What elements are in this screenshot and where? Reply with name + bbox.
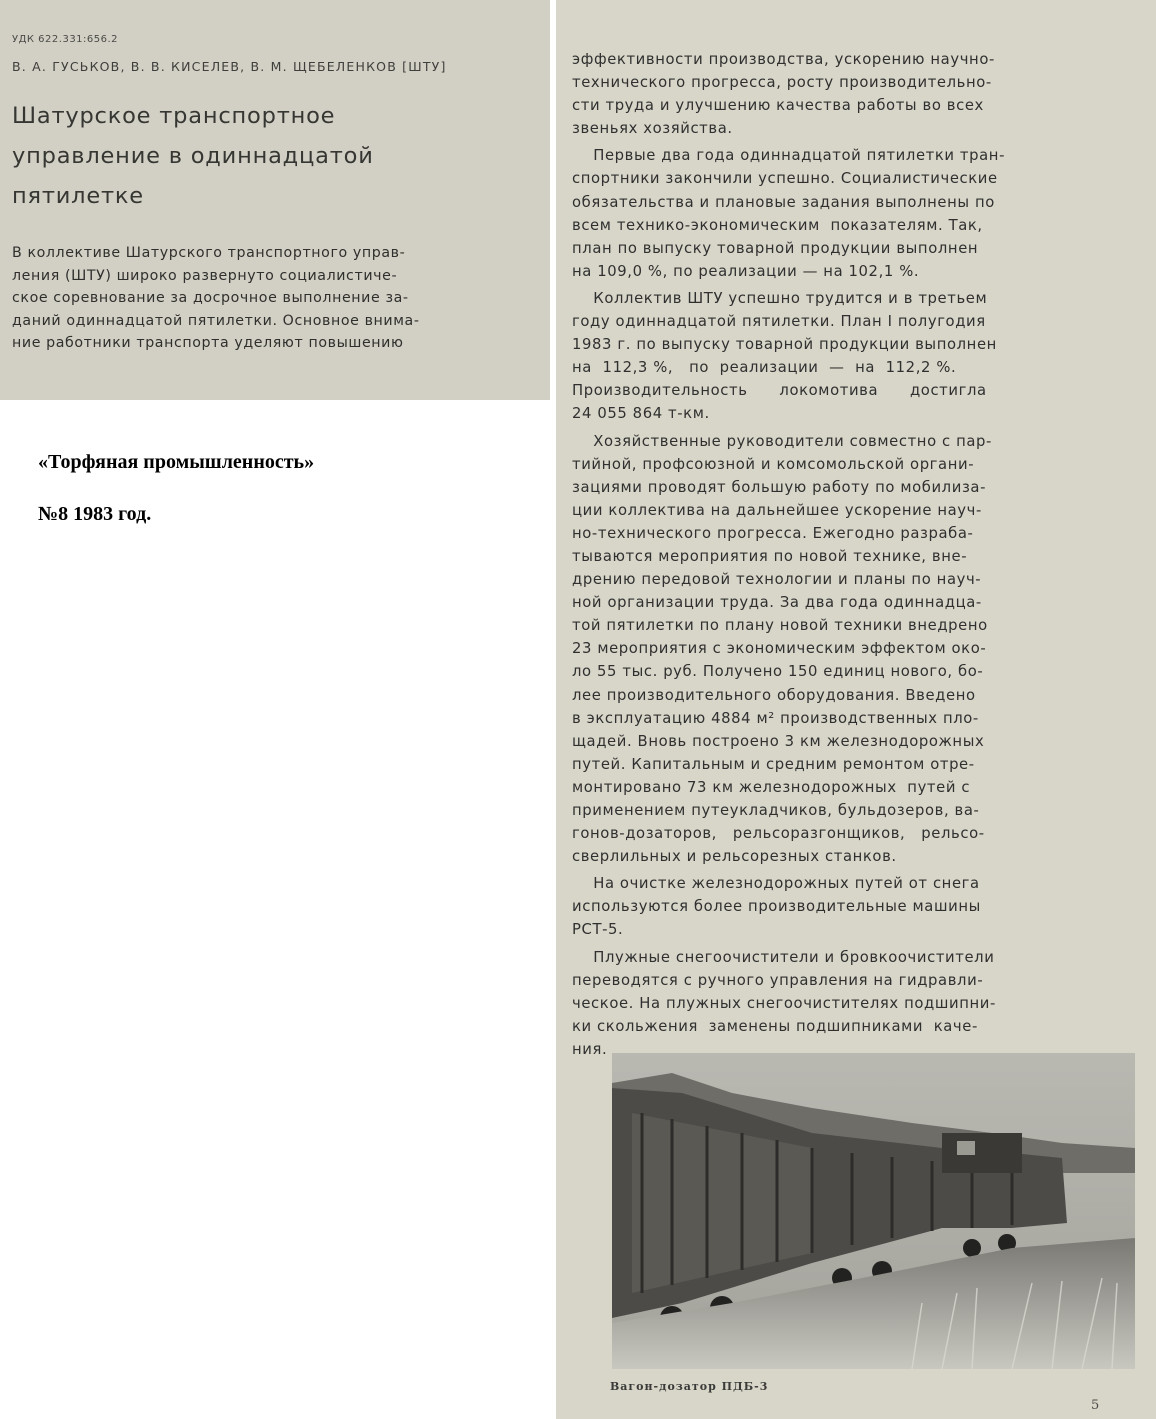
article-page-scan [556,0,1156,1419]
body-line: ческое. На плужных снегоочистителях подшипни- [572,994,996,1012]
body-line: зациями проводят большую работу по мобилиза- [572,478,987,496]
body-line: ния. [572,1040,608,1058]
figure-caption: Вагон-дозатор ПДБ-3 [610,1380,769,1393]
body-line: применением путеукладчиков, бульдозеров, ва- [572,802,980,819]
body-line: 24 055 864 т-км. [572,405,710,423]
lead-line: В коллективе Шатурского транспортного управ- [12,245,406,261]
journal-issue: №8 1983 год. [38,503,152,525]
lead-line: ления (ШТУ) широко развернуто социалистиче- [12,267,398,284]
body-line: на 109,0 %, по реализации — на 102,1 %. [572,262,920,280]
body-line: году одиннадцатой пятилетки. План I полугодия [572,313,986,331]
body-line: всем технико-экономическим показателям. Так, [572,216,983,234]
body-line: Первые два года одиннадцатой пятилетки тран- [572,147,1006,165]
udk-code: УДК 622.331:656.2 [12,34,119,45]
body-line: технического прогресса, росту производительно- [572,74,992,92]
body-line: ки скольжения заменены подшипниками каче- [572,1017,978,1035]
lead-line: даний одиннадцатой пятилетки. Основное внима- [12,312,420,329]
wagon-photo [612,1053,1135,1369]
body-paragraph [572,48,1098,140]
body-line: ции коллектива на дальнейшее ускорение науч- [572,501,982,519]
body-line: тийной, профсоюзной и комсомольской органи- [572,455,975,473]
body-line: щадей. Вновь построено 3 км железнодорожных [572,732,985,750]
body-line: ло 55 тыс. руб. Получено 150 единиц нового, бо- [572,663,984,681]
body-paragraph [572,946,1098,1061]
body-line: Хозяйственные руководители совместно с пар- [572,432,992,450]
body-paragraph [572,872,1098,941]
body-line: РСТ-5. [572,921,624,939]
journal-name: «Торфяная промышленность» [38,451,315,473]
article-header-scan [0,0,550,400]
body-paragraph [572,287,1098,426]
body-line: переводятся с ручного управления на гидравли- [572,971,984,989]
body-paragraph [572,144,1098,283]
body-paragraph [572,430,1098,869]
body-line: той пятилетки по плану новой техники внедрено [572,617,988,635]
body-line: ной организации труда. За два года одиннадца- [572,594,982,612]
body-line: 23 мероприятия с экономическим эффектом око- [572,640,987,658]
wagon-photo-drawing [612,1053,1135,1369]
body-line: Плужные снегоочистители и бровкоочистители [572,948,995,966]
lead-line: ние работники транспорта уделяют повышению [12,335,404,351]
article-body [572,48,1098,1061]
body-line: путей. Капитальным и средним ремонтом отре- [572,755,975,773]
body-line: На очистке железнодорожных путей от снега [572,875,980,893]
authors-line: В. А. ГУСЬКОВ, В. В. КИСЕЛЕВ, В. М. ЩЕБЕЛЕНКОВ [ШТУ] [12,59,447,74]
title-line: Шатурское транспортное [12,103,336,129]
body-line: звеньях хозяйства. [572,120,733,138]
article-title [12,96,538,216]
body-line: монтировано 73 км железнодорожных путей с [572,778,971,796]
body-line: в эксплуатацию 4884 м² производственных пло- [572,709,979,727]
body-line: но-технического прогресса. Ежегодно разраба- [572,524,974,542]
lead-line: ское соревнование за досрочное выполнение за- [12,290,409,306]
body-line: дрению передовой технологии и планы по науч- [572,571,982,589]
body-line: обязательства и плановые задания выполнены по [572,193,995,211]
body-line: спортники закончили успешно. Социалистические [572,170,998,188]
body-line: сверлильных и рельсорезных станков. [572,848,897,866]
lead-paragraph [12,242,538,355]
body-line: тываются мероприятия по новой технике, вне- [572,547,968,565]
title-line: управление в одиннадцатой [12,143,374,169]
page-number: 5 [1091,1398,1100,1413]
body-line: эффективности производства, ускорению научно- [572,51,995,68]
body-line: сти труда и улучшению качества работы во всех [572,97,984,115]
body-line: гонов-дозаторов, рельсоразгонщиков, рельсо- [572,825,985,843]
body-line: используются более производительные машины [572,898,981,916]
body-line: Производительность локомотива достигла [572,382,987,400]
body-line: на 112,3 %, по реализации — на 112,2 %. [572,359,957,377]
body-line: 1983 г. по выпуску товарной продукции выполнен [572,336,997,354]
body-line: лее производительного оборудования. Введено [572,686,976,704]
body-line: план по выпуску товарной продукции выполнен [572,239,979,257]
body-line: Коллектив ШТУ успешно трудится и в третьем [572,289,988,307]
title-line: пятилетке [12,183,144,209]
